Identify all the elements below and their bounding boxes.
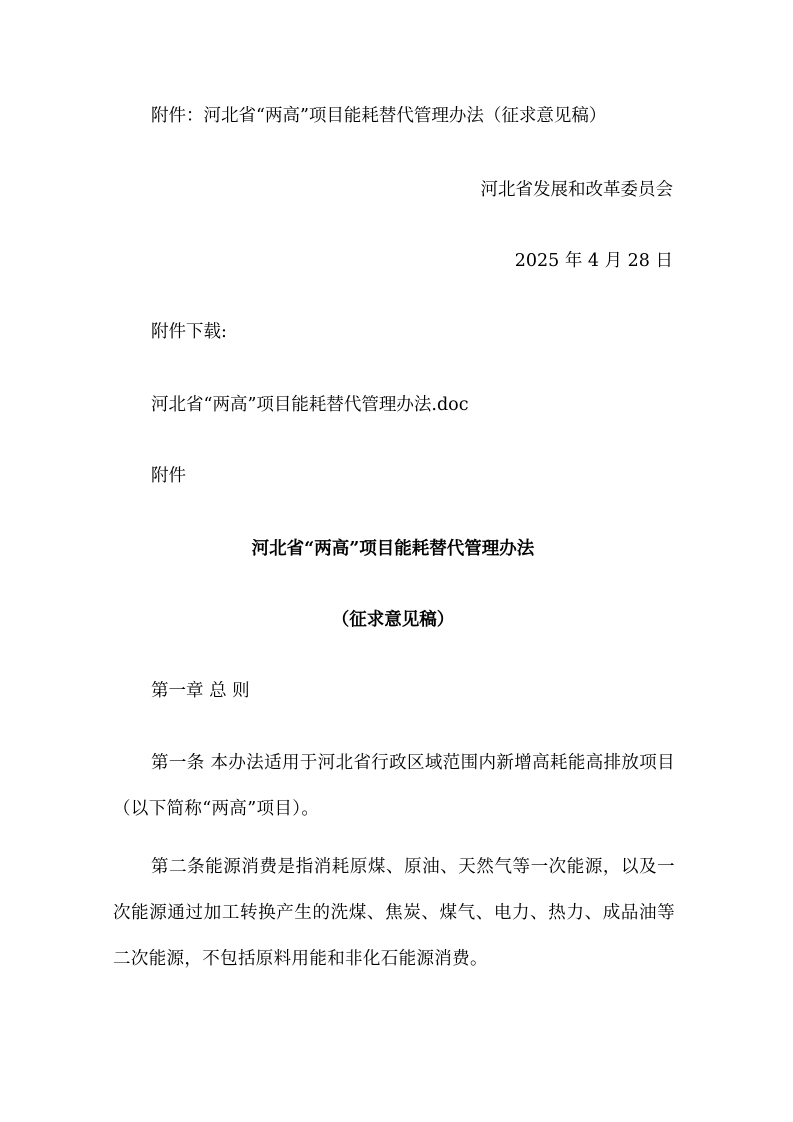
article-2: 第二条能源消费是指消耗原煤、原油、天然气等一次能源，以及一次能源通过加工转换产生的洗煤、焦炭、煤气、电力、热力、成品油等二次能源，不包括原料用能和非化石能源消费。 — [113, 857, 675, 969]
attachment-label: 附件 — [151, 466, 186, 486]
date: 2025 年 4 月 28 日 — [514, 251, 673, 271]
download-file-link[interactable]: 河北省“两高”项目能耗替代管理办法.doc — [151, 395, 469, 415]
download-label: 附件下载: — [151, 322, 227, 342]
document-subtitle: （征求意见稿） — [331, 610, 455, 630]
article-1: 第一条 本办法适用于河北省行政区域范围内新增高耗能高排放项目（以下简称“两高”项目）。 — [113, 753, 675, 819]
attachment-line: 附件：河北省“两高”项目能耗替代管理办法（征求意见稿） — [151, 106, 607, 126]
issuer: 河北省发展和改革委员会 — [480, 180, 673, 200]
chapter-heading: 第一章 总 则 — [151, 681, 250, 701]
document-title: 河北省“两高”项目能耗替代管理办法 — [251, 539, 535, 559]
